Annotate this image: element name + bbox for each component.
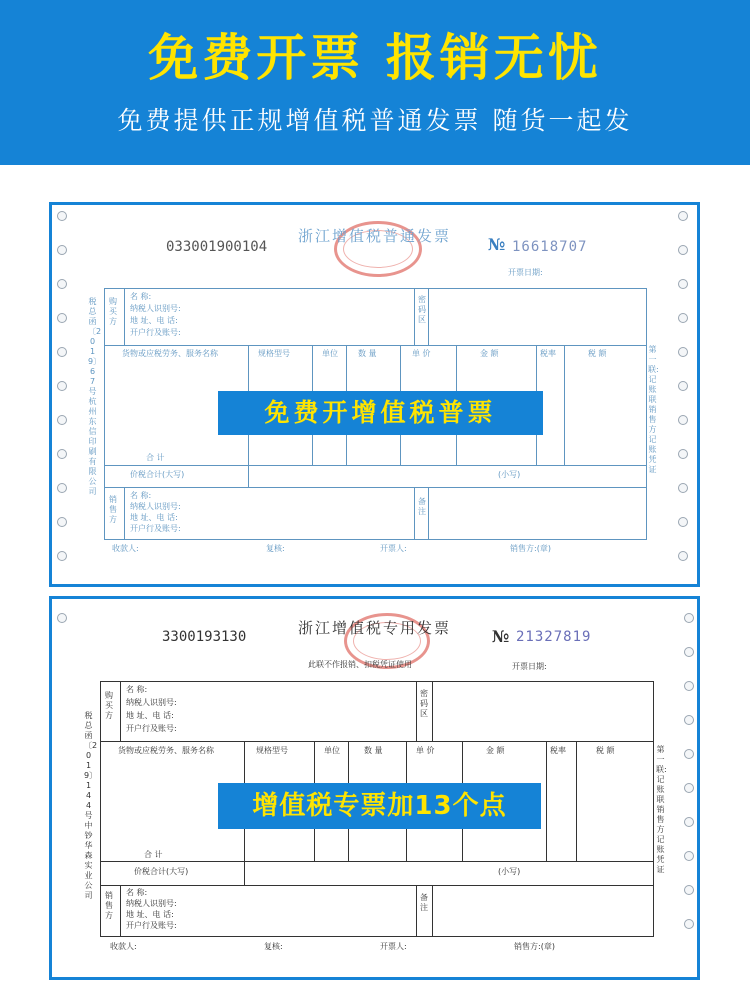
side-print-left: 税总函〔2019〕67号 杭州东信印刷有限公司	[88, 297, 102, 496]
col-price: 单 价	[412, 349, 431, 358]
col-price: 单 价	[416, 746, 435, 755]
footer-payee: 收款人:	[112, 544, 139, 553]
special-invoice-image	[49, 596, 700, 980]
banner-title: 免费开票 报销无忧	[148, 29, 602, 87]
total-label: 合 计	[146, 453, 165, 462]
banner-subtitle: 免费提供正规增值税普通发票 随货一起发	[117, 106, 633, 135]
invoice-code: 3300193130	[162, 629, 247, 645]
seller-bank-label: 开户行及账号:	[130, 524, 181, 533]
footer-seller-stamp: 销售方:(章)	[510, 544, 551, 553]
password-area-label: 密码区	[418, 295, 426, 324]
footer-issuer: 开票人:	[380, 544, 407, 553]
invoice-title: 浙江增值税专用发票	[298, 619, 452, 637]
seller-name-label: 名 称:	[126, 888, 148, 897]
seller-taxid-label: 纳税人识别号:	[126, 899, 177, 908]
seller-taxid-label: 纳税人识别号:	[130, 502, 181, 511]
tractor-holes-right	[678, 211, 690, 585]
col-qty: 数 量	[364, 746, 383, 755]
col-amount: 金 额	[480, 349, 499, 358]
invoice-number: 16618707	[512, 239, 588, 255]
footer-payee: 收款人:	[110, 942, 137, 951]
invoice-notice: 此联不作报销、扣税凭证使用	[308, 660, 412, 669]
buyer-name-label: 名 称:	[126, 685, 148, 694]
col-item-name: 货物或应税劳务、服务名称	[122, 349, 218, 358]
col-spec: 规格型号	[258, 349, 290, 358]
password-area-label: 密码区	[420, 689, 428, 718]
tax-total-label: 价税合计(大写)	[134, 867, 189, 876]
seller-label: 销售方	[109, 495, 117, 524]
buyer-name-label: 名 称:	[130, 292, 152, 301]
side-print-right: 第一联:记账联 销售方记账凭证	[656, 745, 667, 874]
buyer-label: 购买方	[109, 297, 117, 326]
date-label: 开票日期:	[512, 662, 547, 671]
seller-name-label: 名 称:	[130, 491, 152, 500]
seller-address-label: 地 址、电 话:	[126, 910, 174, 919]
remark-label: 备注	[420, 893, 428, 912]
tax-total-label: 价税合计(大写)	[130, 470, 185, 479]
small-amount-label: (小写)	[498, 470, 521, 479]
col-tax-rate: 税率	[540, 349, 556, 358]
col-amount: 金 额	[486, 746, 505, 755]
buyer-bank-label: 开户行及账号:	[130, 328, 181, 337]
col-unit: 单位	[322, 349, 338, 358]
tractor-holes-left	[57, 613, 69, 647]
number-mark: №	[488, 235, 506, 254]
normal-invoice-image	[49, 202, 700, 587]
col-spec: 规格型号	[256, 746, 288, 755]
footer-issuer: 开票人:	[380, 942, 407, 951]
buyer-bank-label: 开户行及账号:	[126, 724, 177, 733]
footer-reviewer: 复核:	[266, 544, 285, 553]
buyer-taxid-label: 纳税人识别号:	[126, 698, 177, 707]
seller-bank-label: 开户行及账号:	[126, 921, 177, 930]
invoice-number: 21327819	[516, 629, 592, 645]
overlay-special-invoice-surcharge: 增值税专票加13个点	[218, 783, 541, 829]
col-tax-amount: 税 额	[596, 746, 615, 755]
invoice-title: 浙江增值税普通发票	[298, 227, 452, 245]
tractor-holes-right	[684, 613, 696, 953]
small-amount-label: (小写)	[498, 867, 521, 876]
col-tax-rate: 税率	[550, 746, 566, 755]
col-tax-amount: 税 额	[588, 349, 607, 358]
seller-label: 销售方	[105, 891, 113, 920]
col-qty: 数 量	[358, 349, 377, 358]
overlay-free-normal-invoice: 免费开增值税普票	[218, 391, 543, 435]
side-print-right: 第一联:记账联 销售方记账凭证	[648, 345, 659, 474]
side-print-left: 税总函〔2019〕144号中钞华森实业公司	[84, 711, 98, 900]
date-label: 开票日期:	[508, 268, 543, 277]
tractor-holes-left	[57, 211, 69, 585]
col-unit: 单位	[324, 746, 340, 755]
footer-reviewer: 复核:	[264, 942, 283, 951]
buyer-label: 购买方	[105, 691, 113, 720]
buyer-taxid-label: 纳税人识别号:	[130, 304, 181, 313]
footer-seller-stamp: 销售方:(章)	[514, 942, 555, 951]
seller-address-label: 地 址、电 话:	[130, 513, 178, 522]
invoice-code: 033001900104	[166, 239, 268, 255]
promo-banner	[0, 0, 750, 165]
col-item-name: 货物或应税劳务、服务名称	[118, 746, 214, 755]
total-label: 合 计	[144, 850, 163, 859]
remark-label: 备注	[418, 497, 426, 516]
number-mark: №	[492, 627, 510, 646]
buyer-address-label: 地 址、电 话:	[126, 711, 174, 720]
buyer-address-label: 地 址、电 话:	[130, 316, 178, 325]
